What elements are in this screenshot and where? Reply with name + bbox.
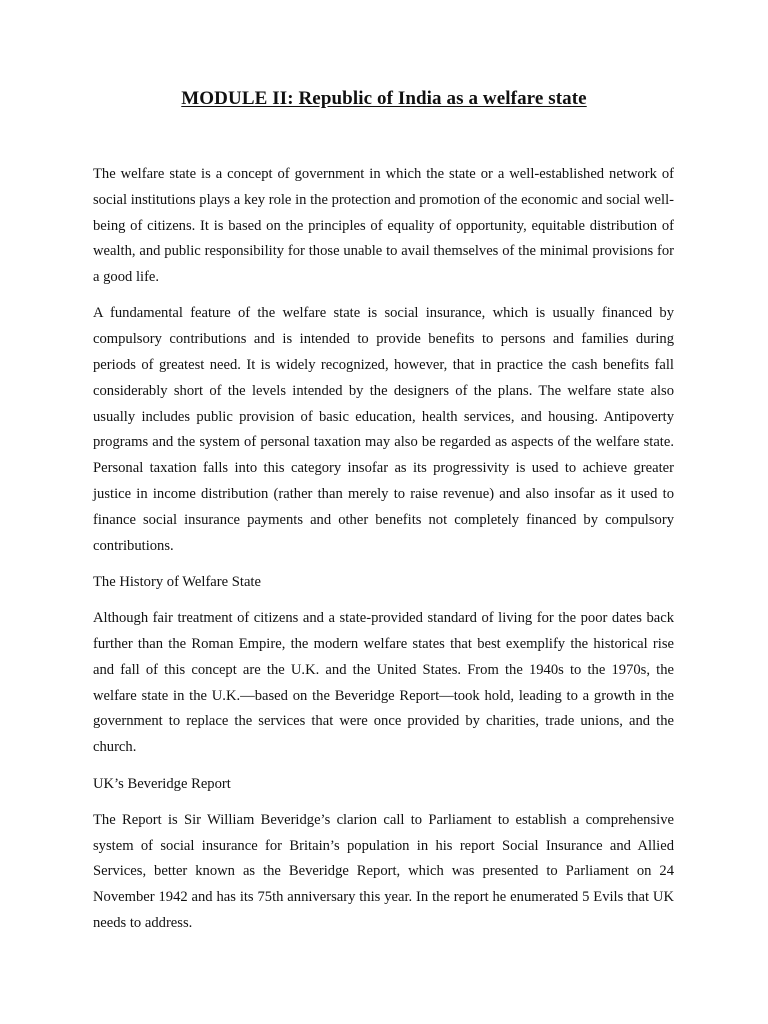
- paragraph-beveridge: The Report is Sir William Beveridge’s clarion call to Parliament to establish a comprehensive system of social insurance for Britain’s population in his report Social Insurance and Allied Services, better known as the Beveridge Report, which was presented to Parliament on 24 November 1942 and has its 75th anniversary this year. In the report he enumerated 5 Evils that UK needs to address.: [93, 811, 674, 932]
- paragraph-social-insurance: A fundamental feature of the welfare state is social insurance, which is usually financed by compulsory contributions and is intended to provide benefits to persons and families during periods of greatest need. It is widely recognized, however, that in practice the cash benefits fall considerably short of the levels intended by the designers of the plans. The welfare state also usually includes public provision of basic education, health services, and housing. Antipoverty programs and the system of personal taxation may also be regarded as aspects of the welfare state. Personal taxation falls into this category insofar as its progressivity is used to achieve greater justice in income distribution (rather than merely to raise revenue) and also insofar as it used to finance social insurance payments and other benefits not completely financed by compulsory contributions.: [93, 305, 674, 554]
- paragraph-history: Although fair treatment of citizens and a state-provided standard of living for the poor dates back further than the Roman Empire, the modern welfare states that best exemplify the historical rise and fall of this concept are the U.K. and the United States. From the 1940s to the 1970s, the welfare state in the U.K.—based on the Beveridge Report—took hold, leading to a growth in the government to replace the services that were once provided by charities, trade unions, and the church.: [93, 610, 674, 756]
- page-title: MODULE II: Republic of India as a welfare state: [181, 88, 587, 109]
- section-heading-beveridge: UK’s Beveridge Report: [93, 775, 231, 792]
- paragraph-intro: The welfare state is a concept of government in which the state or a well-established network of social institutions plays a key role in the protection and promotion of the economic and social well-being of citizens. It is based on the principles of equality of opportunity, equitable distribution of wealth, and public responsibility for those unable to avail themselves of the minimal provisions for a good life.: [93, 166, 674, 286]
- section-heading-history: The History of Welfare State: [93, 573, 261, 590]
- document-body: [93, 162, 674, 947]
